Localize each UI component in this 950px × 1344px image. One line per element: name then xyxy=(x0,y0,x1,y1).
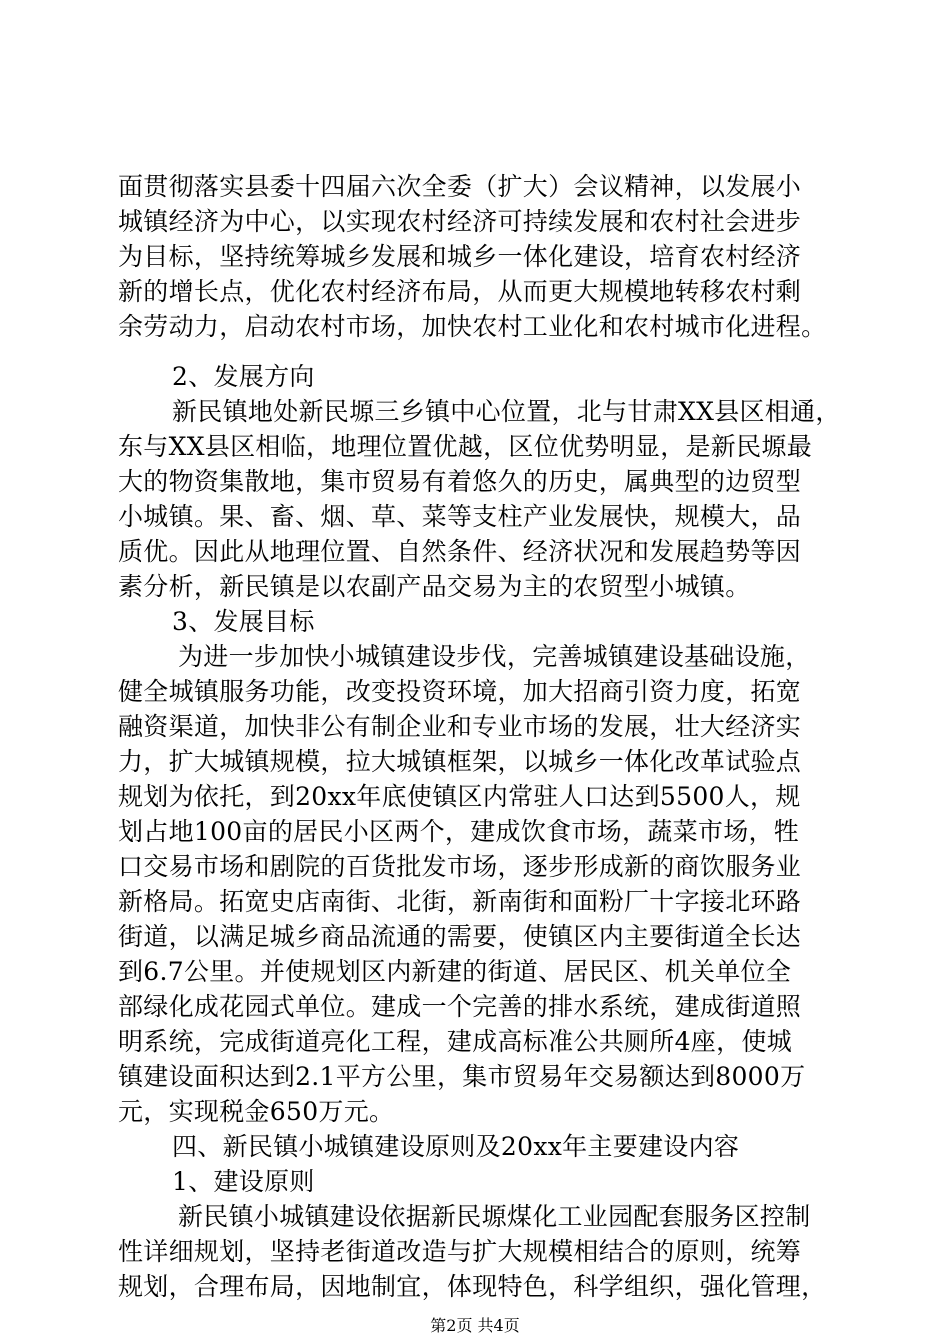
section-heading-4: 四、新民镇小城镇建设原则及20xx年主要建设内容 xyxy=(172,1132,740,1161)
paragraph-3-line-2: 健全城镇服务功能，改变投资环境，加大招商引资力度，拓宽 xyxy=(118,677,802,706)
paragraph-2-line-1: 新民镇地处新民塬三乡镇中心位置，北与甘肃XX县区相通， xyxy=(172,397,841,426)
paragraph-3-line-4: 力，扩大城镇规模，拉大城镇框架，以城乡一体化改革试验点 xyxy=(118,747,802,776)
paragraph-1-line-3: 为目标，坚持统筹城乡发展和城乡一体化建设，培育农村经济 xyxy=(118,242,802,271)
paragraph-3-line-13: 镇建设面积达到2.1平方公里，集市贸易年交易额达到8000万 xyxy=(118,1062,806,1091)
paragraph-3-line-1: 为进一步加快小城镇建设步伐，完善城镇建设基础设施， xyxy=(178,642,811,671)
paragraph-1-line-4: 新的增长点，优化农村经济布局，从而更大规模地转移农村剩 xyxy=(118,277,802,306)
paragraph-3-line-14: 元，实现税金650万元。 xyxy=(118,1097,395,1126)
paragraph-3-line-5: 规划为依托，到20xx年底使镇区内常驻人口达到5500人，规 xyxy=(118,782,801,811)
section-heading-3: 3、发展目标 xyxy=(172,607,315,636)
paragraph-2-line-6: 素分析，新民镇是以农副产品交易为主的农贸型小城镇。 xyxy=(118,572,751,601)
section-heading-4-1: 1、建设原则 xyxy=(172,1167,315,1196)
paragraph-3-line-7: 口交易市场和剧院的百货批发市场，逐步形成新的商饮服务业 xyxy=(118,852,802,881)
paragraph-1-line-5: 余劳动力，启动农村市场，加快农村工业化和农村城市化进程。 xyxy=(118,312,827,341)
paragraph-2-line-5: 质优。因此从地理位置、自然条件、经济状况和发展趋势等因 xyxy=(118,537,802,566)
paragraph-2-line-2: 东与XX县区相临，地理位置优越，区位优势明显，是新民塬最 xyxy=(118,432,812,461)
paragraph-2-line-3: 大的物资集散地，集市贸易有着悠久的历史，属典型的边贸型 xyxy=(118,467,802,496)
paragraph-3-line-9: 街道，以满足城乡商品流通的需要，使镇区内主要街道全长达 xyxy=(118,922,802,951)
paragraph-3-line-12: 明系统，完成街道亮化工程，建成高标准公共厕所4座，使城 xyxy=(118,1027,793,1056)
paragraph-3-line-3: 融资渠道，加快非公有制企业和专业市场的发展，壮大经济实 xyxy=(118,712,802,741)
paragraph-3-line-8: 新格局。拓宽史店南街、北街，新南街和面粉厂十字接北环路 xyxy=(118,887,802,916)
paragraph-1-line-1: 面贯彻落实县委十四届六次全委（扩大）会议精神，以发展小 xyxy=(118,172,802,201)
paragraph-3-line-10: 到6.7公里。并使规划区内新建的街道、居民区、机关单位全 xyxy=(118,957,792,986)
paragraph-1-line-2: 城镇经济为中心，以实现农村经济可持续发展和农村社会进步 xyxy=(118,207,802,236)
paragraph-4-line-3: 规划，合理布局，因地制宜，体现特色，科学组织，强化管理， xyxy=(118,1272,827,1301)
paragraph-4-line-2: 性详细规划，坚持老街道改造与扩大规模相结合的原则，统筹 xyxy=(118,1237,802,1266)
section-heading-2: 2、发展方向 xyxy=(172,362,315,391)
paragraph-2-line-4: 小城镇。果、畜、烟、草、菜等支柱产业发展快，规模大，品 xyxy=(118,502,802,531)
page-number-footer: 第2页 共4页 xyxy=(430,1316,520,1335)
paragraph-3-line-6: 划占地100亩的居民小区两个，建成饮食市场，蔬菜市场，牲 xyxy=(118,817,800,846)
paragraph-4-line-1: 新民镇小城镇建设依据新民塬煤化工业园配套服务区控制 xyxy=(178,1202,811,1231)
paragraph-3-line-11: 部绿化成花园式单位。建成一个完善的排水系统，建成街道照 xyxy=(118,992,802,1021)
